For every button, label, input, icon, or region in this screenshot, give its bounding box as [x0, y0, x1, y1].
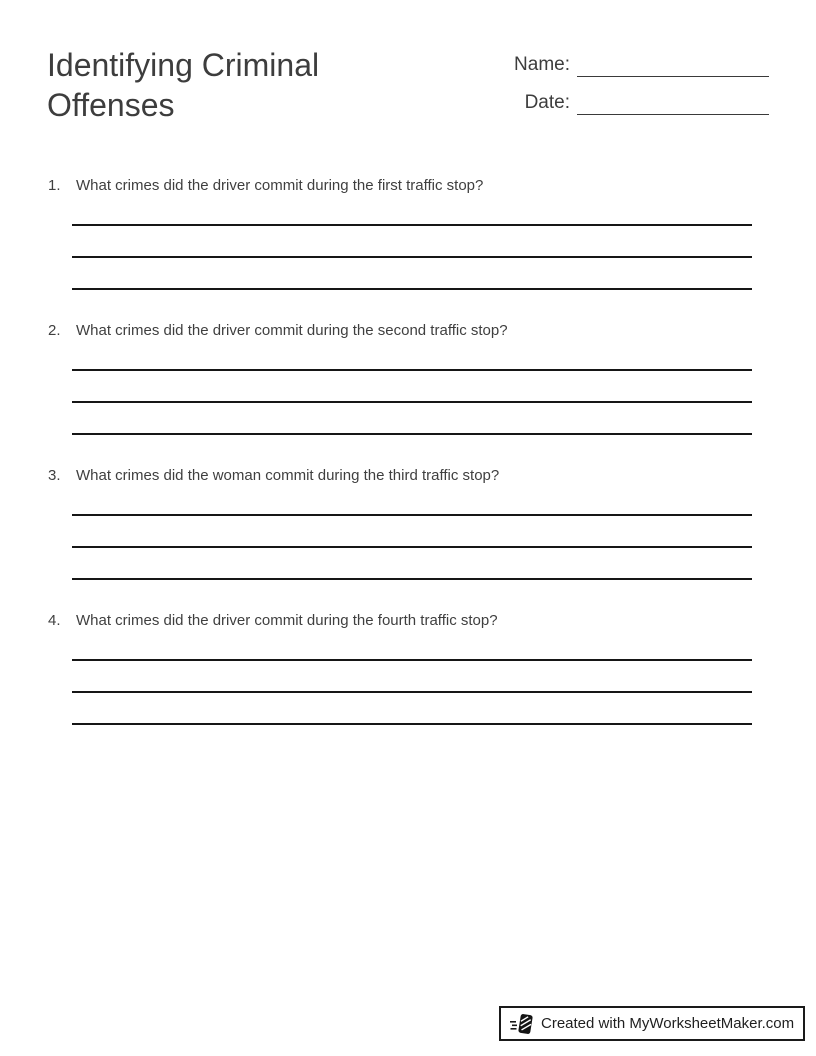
date-label: Date:	[524, 92, 570, 113]
name-label: Name:	[514, 54, 570, 75]
question-2	[48, 321, 752, 435]
question-number: 1.	[48, 177, 61, 194]
answer-line	[72, 486, 752, 516]
answer-line	[72, 226, 752, 258]
credit-badge	[499, 1006, 805, 1041]
credit-text: Created with MyWorksheetMaker.com	[541, 1015, 795, 1032]
answer-line	[72, 548, 752, 580]
question-number: 3.	[48, 467, 61, 484]
question-3	[48, 466, 752, 580]
date-write-line	[577, 92, 769, 115]
answer-line	[72, 196, 752, 226]
question-text: What crimes did the driver commit during the first traffic stop?	[76, 177, 484, 194]
answer-line	[72, 516, 752, 548]
page-title: Identifying Criminal Offenses	[47, 47, 320, 123]
answer-line	[72, 631, 752, 661]
question-1	[48, 176, 752, 290]
question-text: What crimes did the woman commit during the third traffic stop?	[76, 467, 500, 484]
question-text: What crimes did the driver commit during the fourth traffic stop?	[76, 612, 498, 629]
answer-line	[72, 403, 752, 435]
answer-line	[72, 341, 752, 371]
question-text-row	[48, 321, 752, 341]
question-number: 4.	[48, 612, 61, 629]
date-field	[400, 89, 770, 115]
myworksheetmaker-logo-icon	[510, 1011, 534, 1037]
answer-line	[72, 258, 752, 290]
question-text-row	[48, 611, 752, 631]
answer-line	[72, 661, 752, 693]
question-text: What crimes did the driver commit during the second traffic stop?	[76, 322, 508, 339]
name-write-line	[577, 54, 769, 77]
question-4	[48, 611, 752, 725]
question-list	[48, 176, 752, 756]
question-text-row	[48, 176, 752, 196]
question-number: 2.	[48, 322, 61, 339]
name-field	[400, 51, 770, 77]
answer-line	[72, 371, 752, 403]
question-text-row	[48, 466, 752, 486]
answer-line	[72, 693, 752, 725]
